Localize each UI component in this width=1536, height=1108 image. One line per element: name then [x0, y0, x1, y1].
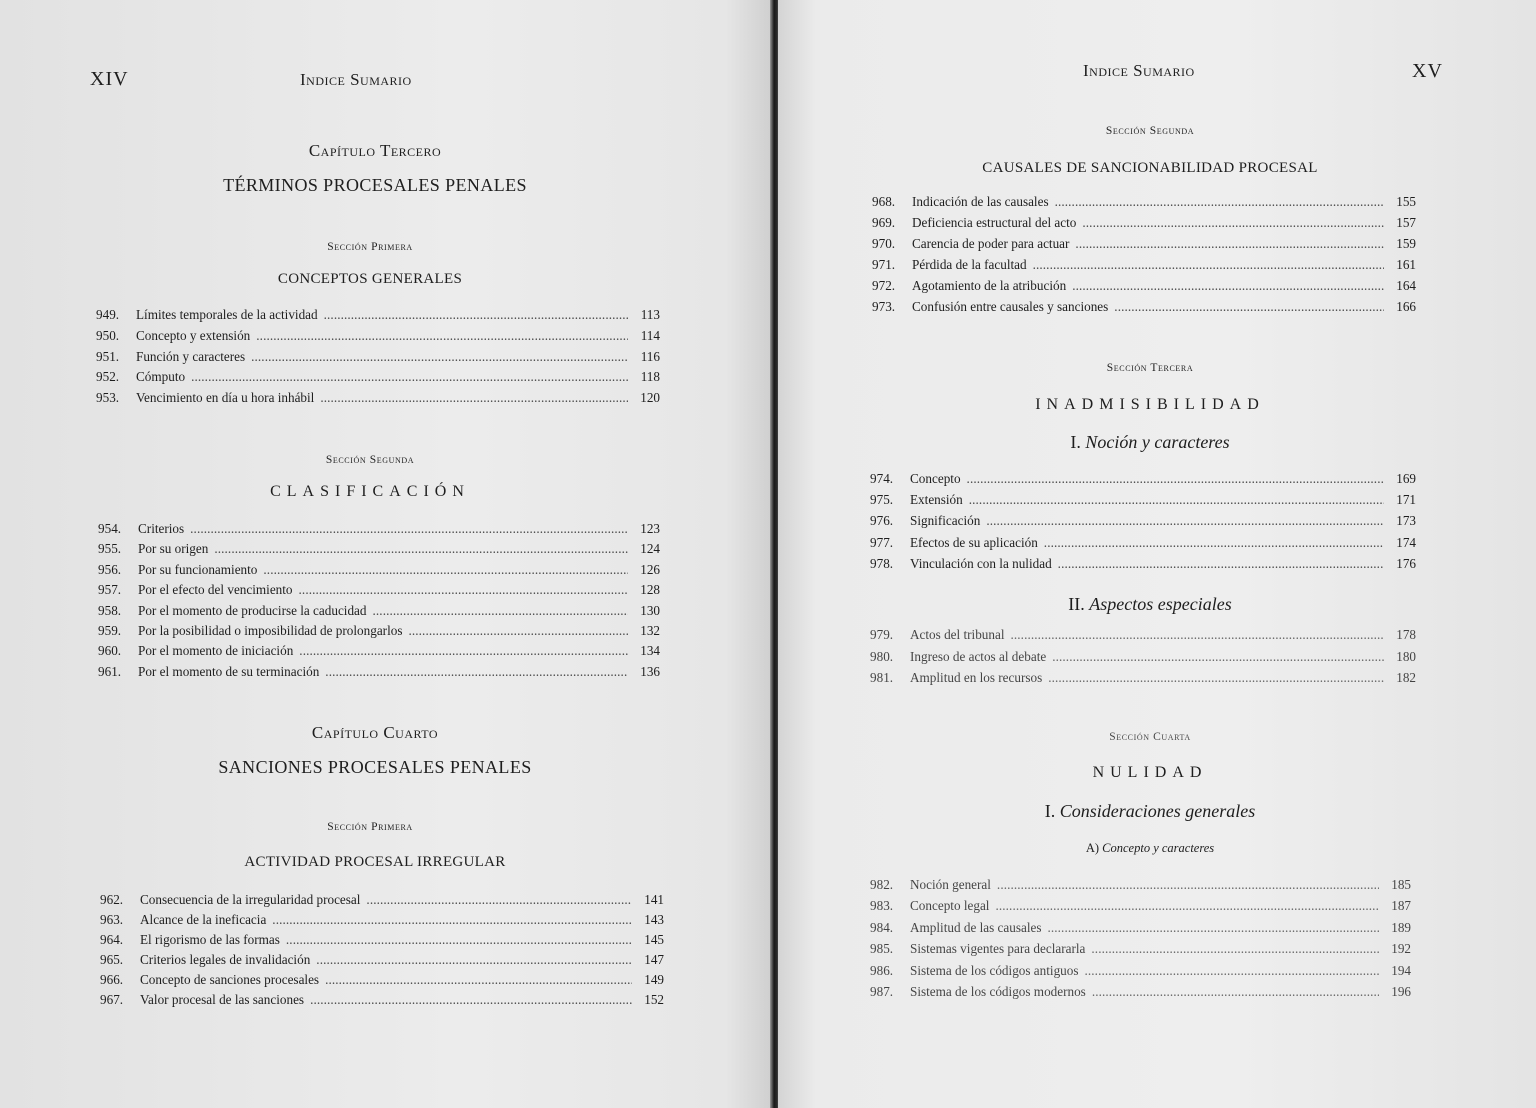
section-title: NULIDAD [1092, 764, 1208, 781]
entry-page-number: 194 [1391, 962, 1411, 978]
entry-title: Deficiencia estructural del acto [912, 215, 1077, 230]
entry-page-number: 173 [1396, 513, 1416, 529]
entry-page-number: 120 [640, 390, 660, 406]
entry-title: Efectos de su aplicación [910, 534, 1038, 550]
entry-page-number: 159 [1396, 236, 1416, 251]
entry-page-number: 171 [1396, 492, 1416, 508]
entry-title: Ingreso de actos al debate [910, 648, 1047, 664]
entry-number: 960. [98, 643, 122, 659]
entry-title: Vencimiento en día u hora inhábil [136, 390, 315, 406]
section-title: CONCEPTOS GENERALES [277, 271, 463, 287]
index-entry [870, 556, 1416, 572]
entry-page-number: 157 [1396, 215, 1416, 230]
section-title: ACTIVIDAD PROCESAL IRREGULAR [244, 854, 506, 870]
entry-number: 970. [872, 236, 896, 251]
section-label: Sección Primera [327, 241, 413, 253]
entry-number: 951. [96, 348, 120, 364]
entry-title: Indicación de las causales [912, 194, 1049, 209]
index-entry [98, 664, 660, 680]
index-entry [872, 299, 1416, 315]
index-entry [872, 257, 1416, 273]
index-entry [870, 535, 1416, 551]
entry-title: Agotamiento de la atribución [912, 278, 1067, 293]
entry-number: 983. [870, 898, 894, 914]
entry-page-number: 143 [644, 912, 664, 927]
entry-number: 980. [870, 648, 894, 664]
entry-title: Por el momento de producirse la caducidad [138, 602, 367, 618]
section-title: INADMISIBILIDAD [1035, 396, 1265, 413]
index-entry [98, 562, 660, 578]
chapter-label: Capítulo Cuarto [311, 723, 439, 742]
running-head: Indice Sumario [300, 70, 412, 89]
page-number: XIV [90, 68, 129, 90]
index-entry [96, 307, 660, 323]
entry-page-number: 180 [1396, 648, 1416, 664]
section-label: Sección Primera [327, 821, 413, 833]
entry-title: Alcance de la ineficacia [140, 912, 267, 927]
index-entry [870, 649, 1416, 665]
entry-title: Concepto [910, 471, 961, 486]
entry-number: 954. [98, 521, 122, 536]
dot-leader [191, 369, 628, 385]
entry-number: 969. [872, 215, 896, 230]
entry-page-number: 134 [640, 643, 660, 659]
index-entry [870, 941, 1411, 957]
entry-page-number: 118 [640, 369, 660, 385]
entry-number: 985. [870, 941, 894, 957]
index-entry [870, 471, 1416, 487]
entry-number: 967. [100, 992, 124, 1007]
dot-leader [997, 877, 1379, 893]
entry-page-number: 123 [640, 521, 660, 536]
index-entry [100, 972, 664, 988]
entry-number: 952. [96, 369, 120, 385]
part-title: Noción y caracteres [1085, 432, 1230, 452]
entry-number: 964. [100, 932, 124, 947]
part-heading [950, 801, 1350, 822]
index-entry [100, 932, 664, 948]
entry-page-number: 136 [640, 663, 660, 679]
entry-page-number: 192 [1391, 941, 1411, 957]
entry-page-number: 196 [1391, 984, 1411, 999]
entry-title: Función y caracteres [136, 348, 246, 364]
entry-number: 956. [98, 561, 122, 577]
entry-page-number: 114 [640, 327, 660, 343]
index-entry [870, 627, 1416, 643]
dot-leader [190, 521, 628, 537]
entry-number: 959. [98, 623, 122, 638]
dot-leader [251, 349, 628, 365]
section-label: Sección Segunda [325, 454, 415, 466]
dot-leader [1052, 649, 1384, 665]
entry-page-number: 169 [1396, 471, 1416, 486]
entry-page-number: 149 [644, 972, 664, 987]
entry-page-number: 124 [640, 541, 660, 557]
index-entry [872, 215, 1416, 231]
index-entry [100, 912, 664, 928]
running-head: Indice Sumario [1083, 61, 1195, 80]
entry-title: Por el momento de iniciación [138, 643, 294, 659]
dot-leader [366, 892, 632, 908]
entry-title: Concepto y extensión [136, 327, 251, 343]
index-entry [96, 328, 660, 344]
section-label: Sección Tercera [1106, 362, 1194, 374]
dot-leader [325, 972, 632, 988]
page-number: XV [1412, 60, 1443, 82]
entry-number: 973. [872, 299, 896, 314]
entry-number: 982. [870, 877, 894, 892]
entry-number: 962. [100, 892, 124, 907]
entry-title: Valor procesal de las sanciones [140, 992, 305, 1007]
dot-leader [1072, 278, 1384, 294]
entry-page-number: 145 [644, 932, 664, 947]
index-entry [96, 369, 660, 385]
entry-number: 950. [96, 327, 120, 343]
index-entry [98, 643, 660, 659]
entry-number: 966. [100, 972, 124, 987]
entry-title: Por su funcionamiento [138, 561, 258, 577]
entry-number: 984. [870, 919, 894, 935]
entry-number: 968. [872, 194, 896, 209]
entry-page-number: 152 [644, 992, 664, 1007]
index-entry [870, 984, 1411, 1000]
index-entry [100, 892, 664, 908]
entry-title: Significación [910, 513, 981, 529]
entry-title: Carencia de poder para actuar [912, 236, 1070, 251]
entry-title: Criterios legales de invalidación [140, 952, 311, 967]
entry-title: Sistema de los códigos antiguos [910, 962, 1079, 978]
entry-number: 975. [870, 492, 894, 508]
dot-leader [969, 492, 1384, 508]
index-entry [870, 513, 1416, 529]
dot-leader [325, 664, 628, 680]
index-entry [870, 492, 1416, 508]
index-entry [870, 920, 1411, 936]
entry-page-number: 185 [1391, 877, 1411, 892]
entry-number: 986. [870, 962, 894, 978]
entry-title: Noción general [910, 877, 991, 892]
entry-number: 981. [870, 670, 894, 686]
index-entry [870, 670, 1416, 686]
entry-page-number: 189 [1391, 919, 1411, 935]
index-entry [872, 194, 1416, 210]
index-entry [98, 603, 660, 619]
dot-leader [1082, 215, 1384, 231]
entry-title: Límites temporales de la actividad [136, 307, 318, 322]
entry-title: Concepto de sanciones procesales [140, 972, 320, 987]
entry-title: Sistemas vigentes para declararla [910, 941, 1086, 957]
index-entry [96, 349, 660, 365]
part-number: II. [1068, 594, 1085, 614]
dot-leader [373, 603, 628, 619]
entry-page-number: 164 [1396, 278, 1416, 293]
dot-leader [263, 562, 628, 578]
entry-page-number: 141 [644, 892, 664, 907]
index-entry [98, 623, 660, 639]
entry-number: 957. [98, 582, 122, 598]
entry-title: Por el efecto del vencimiento [138, 582, 293, 598]
dot-leader [986, 513, 1384, 529]
entry-title: Por la posibilidad o imposibilidad de prolongarlos [138, 623, 403, 638]
entry-number: 971. [872, 257, 896, 272]
entry-number: 955. [98, 541, 122, 557]
dot-leader [272, 912, 632, 928]
entry-number: 978. [870, 555, 894, 571]
index-entry [100, 992, 664, 1008]
entry-title: El rigorismo de las formas [140, 932, 280, 947]
entry-page-number: 113 [640, 307, 660, 322]
entry-title: Sistema de los códigos modernos [910, 984, 1086, 999]
dot-leader [1092, 984, 1379, 1000]
entry-number: 976. [870, 513, 894, 529]
dot-leader [1085, 963, 1380, 979]
subheading [1000, 841, 1300, 856]
section-title: CLASIFICACIÓN [270, 483, 470, 500]
entry-title: Concepto legal [910, 898, 990, 914]
index-entry [870, 898, 1411, 914]
entry-number: 965. [100, 952, 124, 967]
entry-title: Amplitud de las causales [910, 919, 1042, 935]
dot-leader [320, 390, 628, 406]
dot-leader [995, 898, 1379, 914]
index-entry [100, 952, 664, 968]
entry-title: Consecuencia de la irregularidad procesal [140, 892, 361, 907]
section-label: Sección Segunda [1105, 125, 1195, 137]
entry-page-number: 147 [644, 952, 664, 967]
part-number: I. [1044, 801, 1056, 821]
entry-title: Cómputo [136, 369, 186, 385]
entry-title: Criterios [138, 521, 185, 536]
dot-leader [316, 952, 632, 968]
index-entry [872, 278, 1416, 294]
subheading-title: Concepto y caracteres [1102, 841, 1215, 855]
entry-page-number: 187 [1391, 898, 1411, 914]
entry-number: 963. [100, 912, 124, 927]
dot-leader [1114, 299, 1384, 315]
dot-leader [1075, 236, 1384, 252]
dot-leader [1033, 257, 1384, 273]
part-heading [1000, 594, 1300, 615]
dot-leader [299, 643, 628, 659]
entry-number: 958. [98, 602, 122, 618]
entry-page-number: 166 [1396, 299, 1416, 314]
dot-leader [1091, 941, 1379, 957]
subheading-letter: A) [1085, 841, 1100, 855]
chapter-label: Capítulo Tercero [308, 141, 442, 160]
dot-leader [286, 932, 632, 948]
entry-page-number: 132 [640, 623, 660, 638]
part-heading [1000, 432, 1300, 453]
index-entry [98, 582, 660, 598]
entry-number: 974. [870, 471, 894, 486]
entry-title: Amplitud en los recursos [910, 670, 1043, 686]
dot-leader [1055, 194, 1384, 210]
index-entry [870, 963, 1411, 979]
chapter-title: SANCIONES PROCESALES PENALES [218, 757, 532, 777]
index-entry [98, 541, 660, 557]
entry-number: 972. [872, 278, 896, 293]
right-page [778, 0, 1536, 1108]
entry-number: 977. [870, 534, 894, 550]
index-entry [870, 877, 1411, 893]
dot-leader [299, 582, 628, 598]
index-entry [96, 390, 660, 406]
entry-title: Confusión entre causales y sanciones [912, 299, 1109, 314]
entry-page-number: 174 [1396, 534, 1416, 550]
entry-page-number: 126 [640, 561, 660, 577]
dot-leader [1047, 920, 1379, 936]
section-title: CAUSALES DE SANCIONABILIDAD PROCESAL [982, 160, 1318, 176]
entry-title: Por el momento de su terminación [138, 663, 320, 679]
entry-title: Actos del tribunal [910, 627, 1005, 642]
entry-title: Pérdida de la facultad [912, 257, 1027, 272]
entry-number: 987. [870, 984, 894, 999]
entry-page-number: 161 [1396, 257, 1416, 272]
entry-title: Vinculación con la nulidad [910, 555, 1052, 571]
section-label: Sección Cuarta [1109, 731, 1191, 743]
dot-leader [1058, 556, 1384, 572]
entry-page-number: 176 [1396, 555, 1416, 571]
entry-title: Por su origen [138, 541, 209, 557]
entry-number: 961. [98, 663, 122, 679]
chapter-title: TÉRMINOS PROCESALES PENALES [223, 175, 527, 195]
entry-page-number: 116 [640, 348, 660, 364]
part-title: Aspectos especiales [1089, 594, 1232, 614]
dot-leader [1011, 627, 1385, 643]
entry-number: 979. [870, 627, 894, 642]
index-entry [872, 236, 1416, 252]
dot-leader [408, 623, 628, 639]
dot-leader [1044, 535, 1384, 551]
dot-leader [214, 541, 628, 557]
entry-page-number: 178 [1396, 627, 1416, 642]
part-title: Consideraciones generales [1059, 801, 1256, 821]
entry-number: 949. [96, 307, 120, 322]
entry-number: 953. [96, 390, 120, 406]
index-entry [98, 521, 660, 537]
entry-page-number: 128 [640, 582, 660, 598]
entry-page-number: 130 [640, 602, 660, 618]
dot-leader [256, 328, 628, 344]
dot-leader [310, 992, 632, 1008]
entry-page-number: 155 [1396, 194, 1416, 209]
dot-leader [324, 307, 628, 323]
entry-page-number: 182 [1396, 670, 1416, 686]
entry-title: Extensión [910, 492, 963, 508]
part-number: I. [1070, 432, 1081, 452]
dot-leader [967, 471, 1384, 487]
dot-leader [1048, 670, 1384, 686]
